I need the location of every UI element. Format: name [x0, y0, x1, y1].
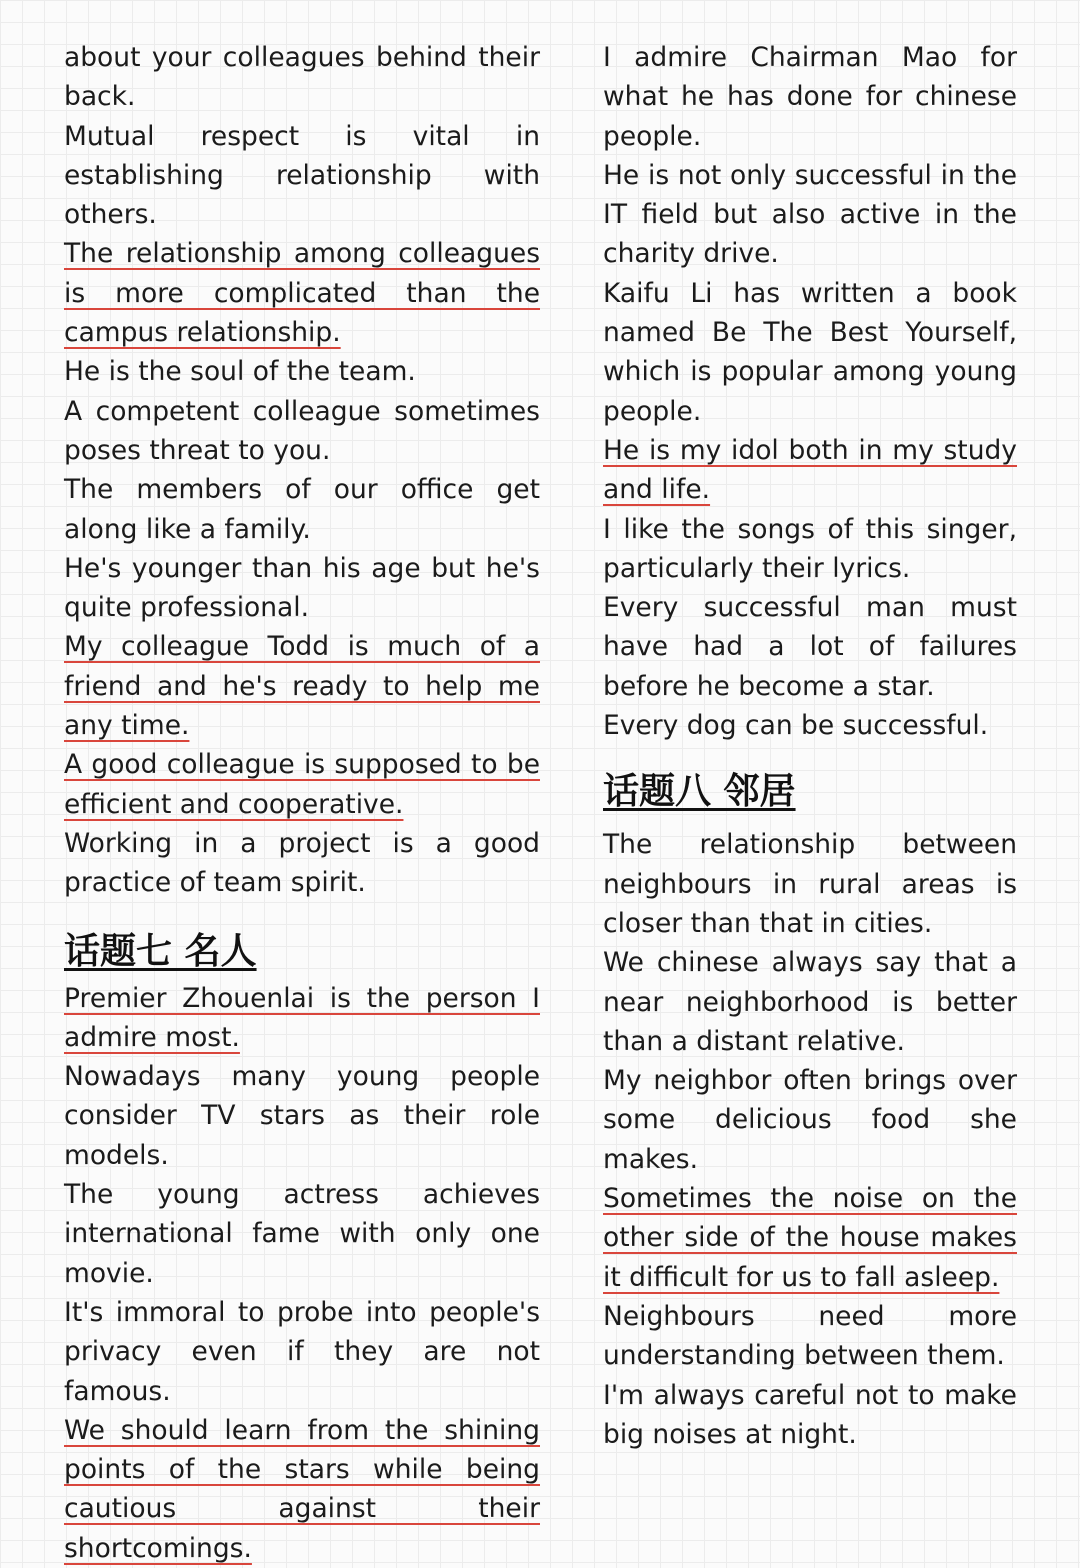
highlighted-sentence: He is my idol both in my study and life. — [603, 434, 1017, 506]
sentence: Every dog can be successful. — [603, 710, 989, 742]
right-column — [603, 38, 1017, 1454]
sentence: Kaifu Li has written a book named Be The Best Yourself, which is popular among young people. — [603, 277, 1017, 427]
left-column — [64, 38, 540, 1568]
highlighted-sentence: The relationship among colleagues is more complicated than the campus relationship. — [64, 238, 540, 349]
highlighted-sentence: Sometimes the noise on the other side of the house makes it difficult for us to fall asleep. — [603, 1183, 1017, 1293]
highlighted-sentence: Premier Zhouenlai is the person I admire most. — [64, 982, 540, 1053]
sentence: He is the soul of the team. — [64, 356, 416, 388]
sentence: The relationship between neighbours in rural areas is closer than that in cities. — [603, 829, 1017, 939]
sentence: The young actress achieves international fame with only one movie. — [64, 1179, 540, 1289]
section-heading-neighbors: 话题八 邻居 — [603, 771, 796, 813]
sentence: Neighbours need more understanding between them. — [603, 1300, 1017, 1372]
sentence: Mutual respect is vital in establishing relationship with others. — [64, 120, 540, 231]
sentence: about your colleagues behind their back. — [64, 42, 540, 113]
sentence: We chinese always say that a near neighborhood is better than a distant relative. — [603, 947, 1017, 1057]
section-heading-celebrities: 话题七 名人 — [64, 930, 257, 972]
sentence: Nowadays many young people consider TV stars as their role models. — [64, 1061, 540, 1171]
sentence: I like the songs of this singer, particularly their lyrics. — [603, 513, 1017, 584]
sentence: A competent colleague sometimes poses threat to you. — [64, 395, 540, 466]
sentence: Working in a project is a good practice of team spirit. — [64, 827, 540, 899]
sentence: My neighbor often brings over some delicious food she makes. — [603, 1065, 1017, 1175]
sentence: The members of our office get along like a family. — [64, 474, 540, 545]
sentence: It's immoral to probe into people's privacy even if they are not famous. — [64, 1296, 540, 1407]
sentence: He is not only successful in the IT field but also active in the charity drive. — [603, 159, 1017, 270]
highlighted-sentence: A good colleague is supposed to be efficient and cooperative. — [64, 749, 540, 820]
sentence: Every successful man must have had a lot of failures before he become a star. — [603, 592, 1017, 702]
sentence: I'm always careful not to make big noises at night. — [603, 1379, 1017, 1450]
highlighted-sentence: My colleague Todd is much of a friend and he's ready to help me any time. — [64, 631, 540, 742]
sentence: He's younger than his age but he's quite professional. — [64, 552, 540, 624]
sentence: I admire Chairman Mao for what he has done for chinese people. — [603, 42, 1017, 152]
highlighted-sentence: We should learn from the shining points of the stars while being cautious against their shortcomings. — [64, 1414, 540, 1564]
